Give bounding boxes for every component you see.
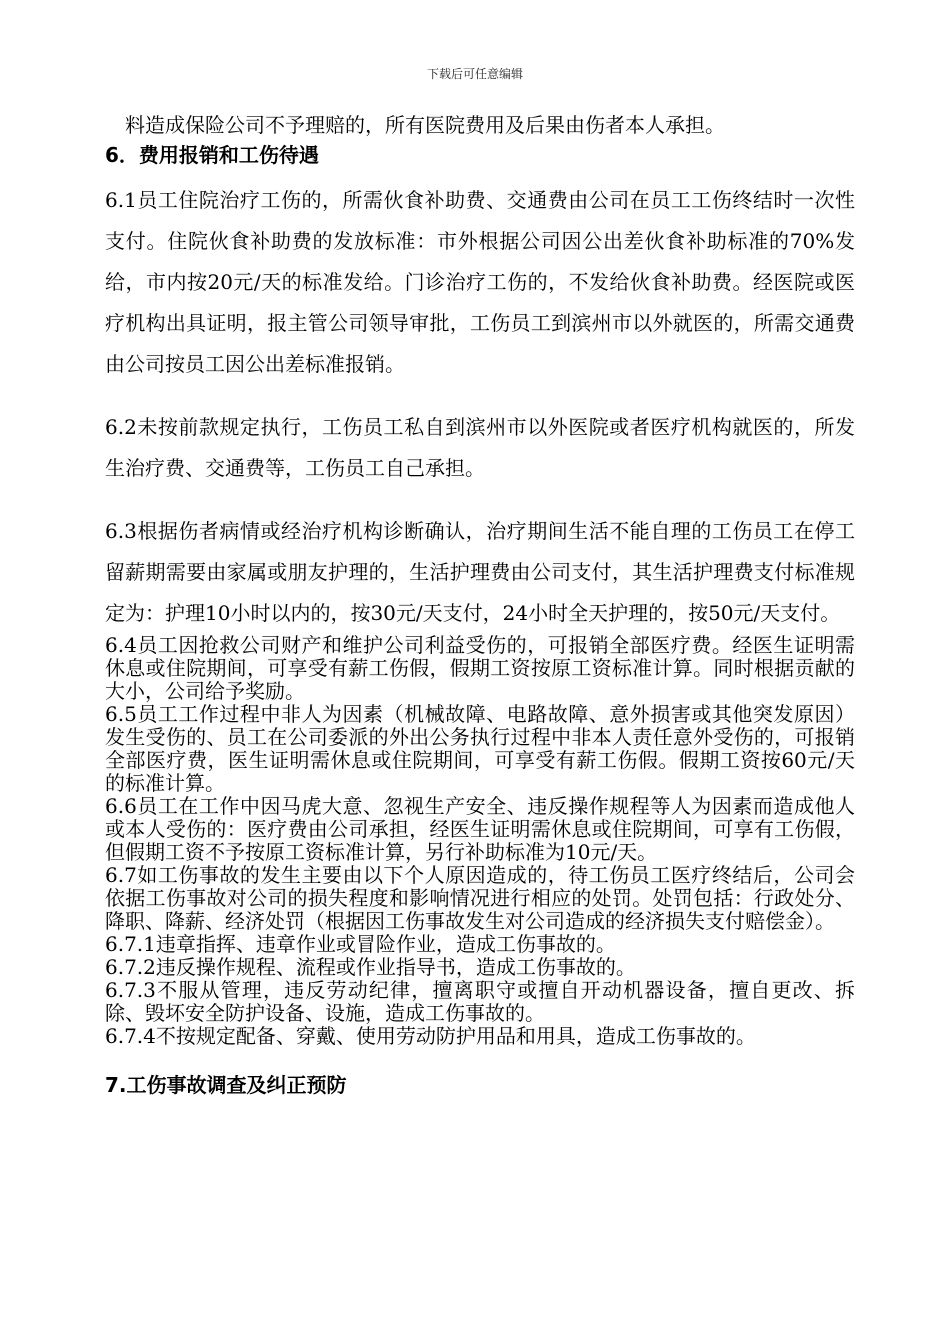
paragraph-6-2: 6.2未按前款规定执行，工伤员工私自到滨州市以外医院或者医疗机构就医的，所发生治疗费、交通费等，工伤员工自己承担。 (105, 415, 855, 480)
header-note: 下载后可任意编辑 (426, 67, 523, 81)
paragraph-6-7-4: 6.7.4不按规定配备、穿戴、使用劳动防护用品和用具，造成工伤事故的。 (105, 1024, 756, 1048)
paragraph-6-7-1: 6.7.1违章指挥、违章作业或冒险作业，造成工伤事故的。 (105, 932, 616, 956)
section-6-heading: 6．费用报销和工伤待遇 (105, 143, 319, 167)
document-body (105, 110, 855, 1100)
paragraph-6-3: 6.3根据伤者病情或经治疗机构诊断确认，治疗期间生活不能自理的工伤员工在停工留薪期需要由家属或朋友护理的，生活护理费由公司支付，其生活护理费支付标准规定为：护理10小时以内的，按30元/天支付，24小时全天护理的，按50元/天支付。 (105, 519, 855, 625)
continued-paragraph: 料造成保险公司不予理赔的，所有医院费用及后果由伤者本人承担。 (125, 113, 725, 137)
paragraph-6-7: 6.7如工伤事故的发生主要由以下个人原因造成的，待工伤员工医疗终结后，公司会依据工伤事故对公司的损失程度和影响情况进行相应的处罚。处罚包括：行政处分、降职、降薪、经济处罚（根据因工伤事故发生对公司造成的经济损失支付赔偿金）。 (105, 863, 855, 933)
section-7-heading: 7.工伤事故调查及纠正预防 (105, 1073, 347, 1097)
paragraph-6-5: 6.5员工工作过程中非人为因素（机械故障、电路故障、意外损害或其他突发原因）发生受伤的、员工在公司委派的外出公务执行过程中非本人责任意外受伤的，可报销全部医疗费，医生证明需休息或住院期间，可享受有薪工伤假。假期工资按60元/天的标准计算。 (105, 702, 855, 795)
paragraph-6-1: 6.1员工住院治疗工伤的，所需伙食补助费、交通费由公司在员工工伤终结时一次性支付。住院伙食补助费的发放标准：市外根据公司因公出差伙食补助标准的70%发给，市内按20元/天的标准发给。门诊治疗工伤的，不发给伙食补助费。经医院或医疗机构出具证明，报主管公司领导审批，工伤员工到滨州市以外就医的，所需交通费由公司按员工因公出差标准报销。 (105, 188, 855, 376)
paragraph-6-7-2: 6.7.2违反操作规程、流程或作业指导书，造成工伤事故的。 (105, 955, 636, 979)
paragraph-6-6: 6.6员工在工作中因马虎大意、忽视生产安全、违反操作规程等人为因素而造成他人或本人受伤的：医疗费由公司承担，经医生证明需休息或住院期间，可享有工伤假，但假期工资不予按原工资标准计算，另行补助标准为10元/天。 (105, 794, 855, 864)
paragraph-6-7-3: 6.7.3不服从管理，违反劳动纪律，擅离职守或擅自开动机器设备，擅自更改、拆除、毁坏安全防护设备、设施，造成工伤事故的。 (105, 978, 855, 1025)
paragraph-6-4: 6.4员工因抢救公司财产和维护公司利益受伤的，可报销全部医疗费。经医生证明需休息或住院期间，可享受有薪工伤假，假期工资按原工资标准计算。同时根据贡献的大小，公司给予奖励。 (105, 633, 855, 703)
